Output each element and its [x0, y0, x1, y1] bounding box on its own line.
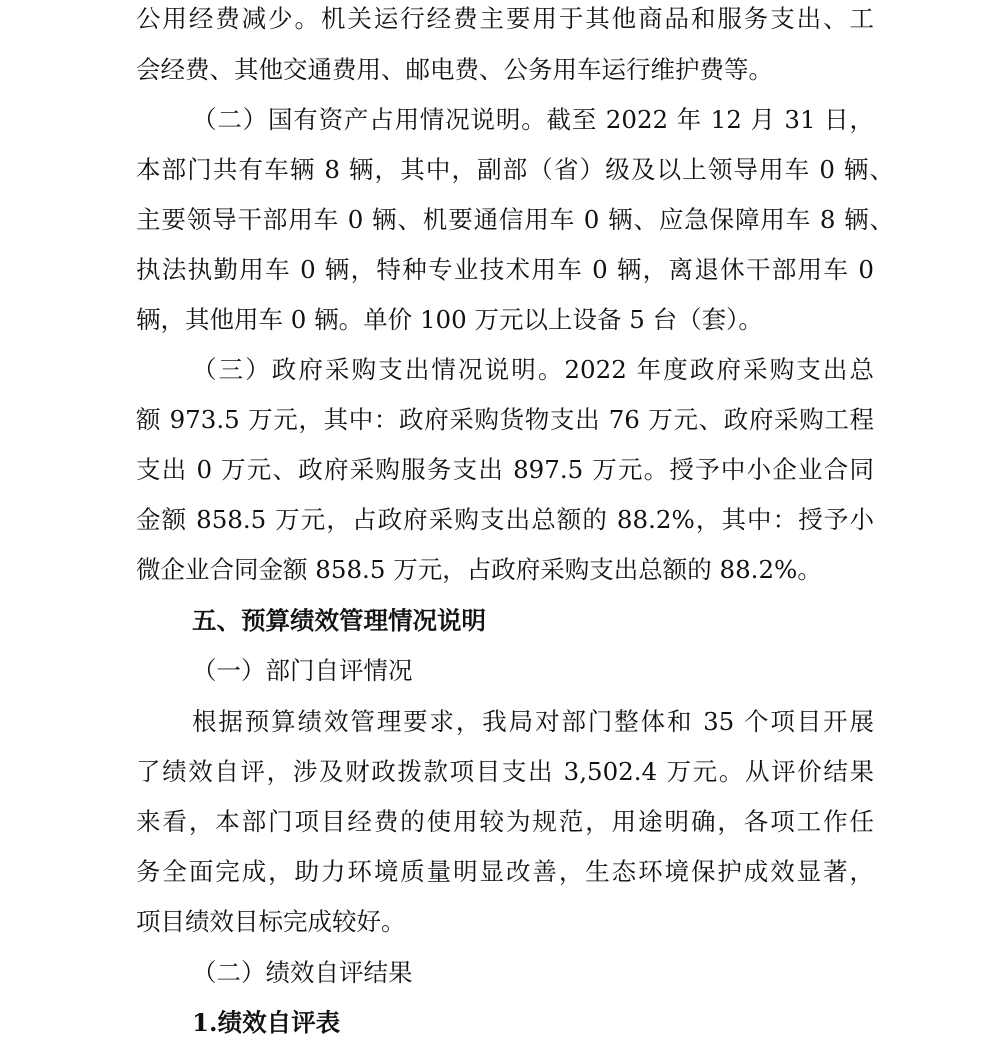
paragraph-line: 主要领导干部用车 0 辆、机要通信用车 0 辆、应急保障用车 8 辆、 [136, 205, 894, 234]
paragraph-line: 了绩效自评，涉及财政拨款项目支出 3,502.4 万元。从评价结果 [136, 757, 874, 786]
paragraph-line: 金额 858.5 万元，占政府采购支出总额的 88.2%，其中：授予小 [136, 505, 874, 534]
paragraph-line: 根据预算绩效管理要求，我局对部门整体和 35 个项目开展 [192, 707, 874, 736]
paragraph-line: 会经费、其他交通费用、邮电费、公务用车运行维护费等。 [136, 55, 773, 84]
paragraph-line: 务全面完成，助力环境质量明显改善，生态环境保护成效显著， [136, 857, 874, 886]
paragraph-line: 支出 0 万元、政府采购服务支出 897.5 万元。授予中小企业合同 [136, 455, 874, 484]
paragraph-line: 来看，本部门项目经费的使用较为规范，用途明确，各项工作任 [136, 807, 874, 836]
paragraph-line: 执法执勤用车 0 辆，特种专业技术用车 0 辆，离退休干部用车 0 [136, 255, 874, 284]
paragraph-line: （二）国有资产占用情况说明。截至 2022 年 12 月 31 日， [192, 105, 874, 134]
item-heading: 1.绩效自评表 [192, 1008, 341, 1037]
paragraph-line: 公用经费减少。机关运行经费主要用于其他商品和服务支出、工 [136, 4, 874, 33]
paragraph-line: 本部门共有车辆 8 辆，其中，副部（省）级及以上领导用车 0 辆、 [136, 155, 894, 184]
paragraph-line: 额 973.5 万元，其中：政府采购货物支出 76 万元、政府采购工程 [136, 405, 874, 434]
paragraph-line: 微企业合同金额 858.5 万元，占政府采购支出总额的 88.2%。 [136, 555, 822, 584]
paragraph-line: 项目绩效目标完成较好。 [136, 907, 406, 936]
section-heading: 五、预算绩效管理情况说明 [192, 606, 486, 635]
paragraph-line: （三）政府采购支出情况说明。2022 年度政府采购支出总 [192, 355, 874, 384]
subsection-heading: （二）绩效自评结果 [192, 958, 413, 987]
paragraph-line: 辆，其他用车 0 辆。单价 100 万元以上设备 5 台（套）。 [136, 305, 763, 334]
subsection-heading: （一）部门自评情况 [192, 656, 413, 685]
